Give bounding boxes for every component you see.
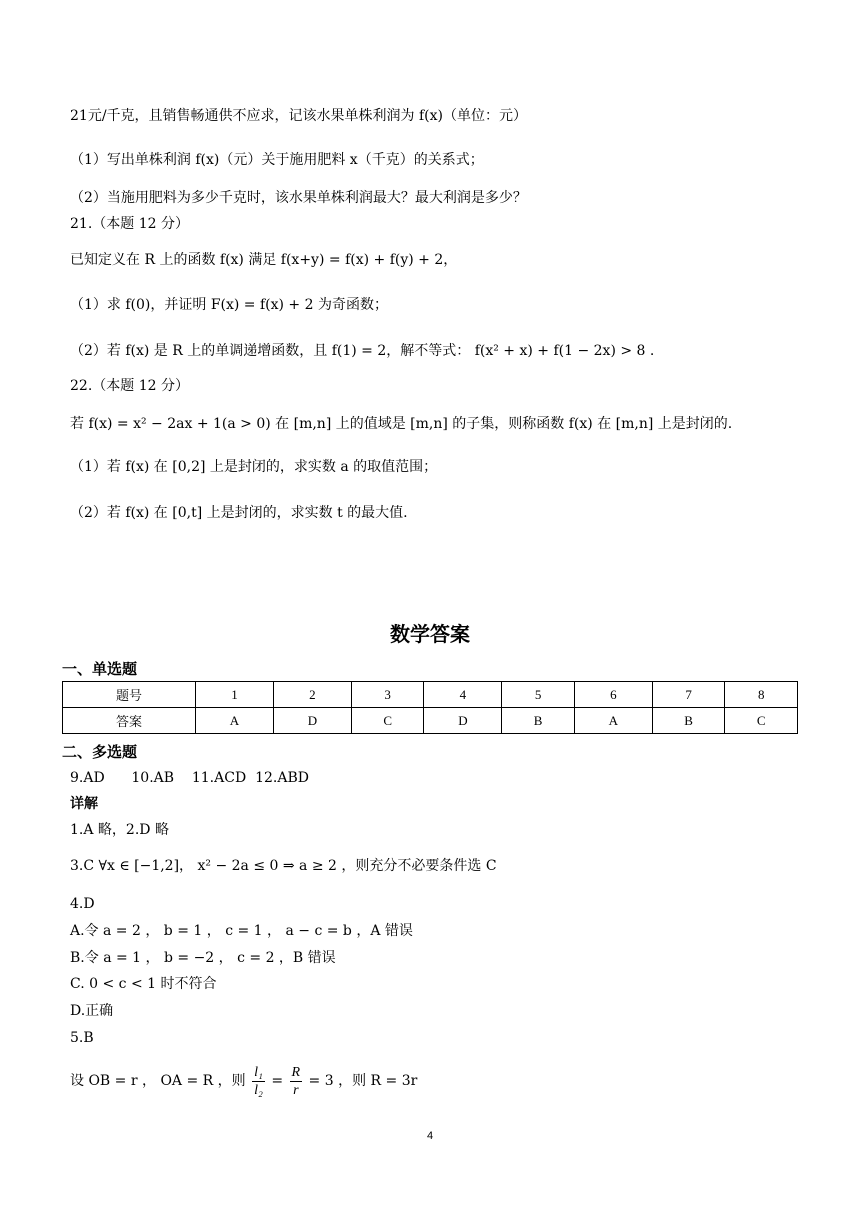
multi-choice-answers: 9.AD 10.AB 11.ACD 12.ABD	[70, 770, 309, 786]
single-choice-heading: 一、单选题	[62, 660, 138, 678]
problem-22-heading: 22.（本题 12 分）	[70, 378, 189, 394]
question-number: 4	[424, 682, 502, 708]
problem-22-stem: 若 f(x) = x² − 2ax + 1(a > 0) 在 [m,n] 上的值域是 [m,n] 的子集，则称函数 f(x) 在 [m,n] 上是封闭的.	[70, 416, 733, 432]
fraction-numerator: l₁	[254, 1064, 263, 1080]
problem-20-part-2: （2）当施用肥料为多少千克时，该水果单株利润最大？最大利润是多少？	[70, 190, 527, 206]
table-row	[63, 708, 798, 734]
detail-5: 5.B	[70, 1030, 94, 1046]
question-number: 6	[574, 682, 652, 708]
formula-suffix: = 3 ，则 R = 3r	[308, 1073, 418, 1089]
answer-cell: A	[574, 708, 652, 734]
answer-cell: B	[502, 708, 575, 734]
answers-title: 数学答案	[390, 622, 470, 646]
fraction-denominator: l₂	[254, 1082, 263, 1098]
formula-prefix: 设 OB = r ， OA = R ，则	[70, 1073, 246, 1089]
problem-21-heading: 21.（本题 12 分）	[70, 216, 189, 232]
answer-cell: D	[424, 708, 502, 734]
equals-sign: =	[271, 1073, 284, 1089]
fraction-R-over-r	[290, 1064, 303, 1099]
question-number: 3	[351, 682, 424, 708]
answer-cell: C	[725, 708, 798, 734]
page-number: 4	[426, 1130, 434, 1142]
detail-1-2: 1.A 略，2.D 略	[70, 822, 169, 838]
problem-22-part-2: （2）若 f(x) 在 [0,t] 上是封闭的，求实数 t 的最大值.	[70, 505, 408, 521]
detail-4-d: D.正确	[70, 1003, 114, 1019]
problem-22-part-1: （1）若 f(x) 在 [0,2] 上是封闭的，求实数 a 的取值范围；	[70, 459, 438, 475]
detail-4-a: A.令 a = 2 ， b = 1 ， c = 1 ， a − c = b ，A 错误	[70, 923, 413, 939]
detail-5-formula	[70, 1062, 417, 1100]
detail-3: 3.C ∀x ∈ [−1,2]， x² − 2a ≤ 0 ⇒ a ≥ 2 ，则充分不必要条件选 C	[70, 858, 497, 874]
answer-cell: B	[652, 708, 725, 734]
answer-cell: A	[196, 708, 274, 734]
answer-table	[62, 681, 798, 734]
table-answer-label: 答案	[63, 708, 196, 734]
problem-21-part-1: （1）求 f(0)，并证明 F(x) = f(x) + 2 为奇函数；	[70, 297, 388, 313]
question-number: 5	[502, 682, 575, 708]
question-number: 2	[273, 682, 351, 708]
answer-cell: C	[351, 708, 424, 734]
fraction-l1-over-l2	[252, 1064, 265, 1099]
answer-cell: D	[273, 708, 351, 734]
detail-4: 4.D	[70, 896, 95, 912]
table-header-label: 题号	[63, 682, 196, 708]
detail-4-c: C. 0 < c < 1 时不符合	[70, 976, 217, 992]
problem-21-part-2: （2）若 f(x) 是 R 上的单调递增函数，且 f(1) = 2，解不等式： f(x² + x) + f(1 − 2x) > 8 .	[70, 343, 655, 359]
detail-4-b: B.令 a = 1 ， b = −2 ， c = 2 ，B 错误	[70, 950, 336, 966]
detail-heading: 详解	[70, 796, 98, 812]
problem-20-continuation: 21元/千克，且销售畅通供不应求，记该水果单株利润为 f(x)（单位：元）	[70, 108, 527, 124]
table-row	[63, 682, 798, 708]
question-number: 7	[652, 682, 725, 708]
question-number: 1	[196, 682, 274, 708]
question-number: 8	[725, 682, 798, 708]
problem-21-stem: 已知定义在 R 上的函数 f(x) 满足 f(x+y) = f(x) + f(y) + 2，	[70, 252, 458, 268]
problem-20-part-1: （1）写出单株利润 f(x)（元）关于施用肥料 x（千克）的关系式；	[70, 152, 484, 168]
multi-choice-heading: 二、多选题	[62, 743, 138, 761]
fraction-numerator: R	[291, 1064, 301, 1080]
fraction-denominator: r	[293, 1082, 299, 1098]
